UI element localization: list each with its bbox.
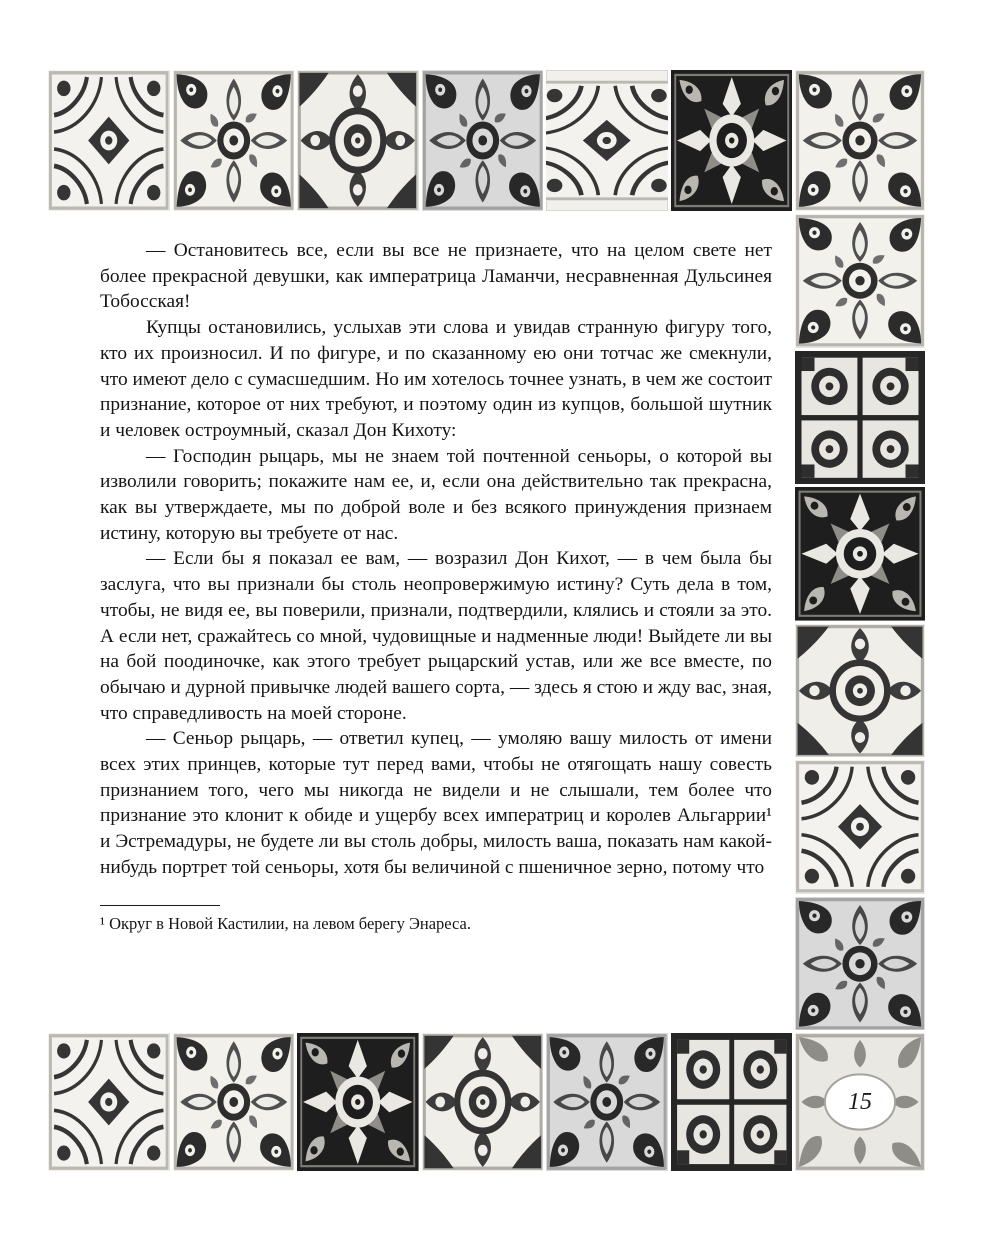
- footnote: [100, 905, 772, 934]
- ornamental-tile: [795, 624, 925, 758]
- azulejo-dark-star-icon: [671, 70, 793, 211]
- azulejo-dark-star-icon: [297, 1033, 419, 1171]
- azulejo-four-panel-icon: [795, 351, 925, 485]
- ornamental-tile: [422, 1033, 544, 1171]
- azulejo-fan-scroll-icon: [546, 80, 668, 202]
- tile-border-top: [48, 70, 925, 211]
- page-number: 15: [848, 1089, 872, 1115]
- ornamental-tile: [48, 1033, 170, 1171]
- azulejo-fan-scroll-icon: [48, 1033, 170, 1171]
- ornamental-tile: [422, 70, 544, 211]
- footnote-divider: [100, 905, 220, 906]
- tile-border-bottom: [48, 1033, 925, 1171]
- paragraph: — Если бы я показал ее вам, — возразил Дон Кихот, — в чем была бы заслуга, что вы признали бы столь неопровержимую истину? Суть дела в том, чтобы, не видя ее, вы поверили, признали, подтвердили, клялись и стояли за это. А если нет, сражайтесь со мной, чудовищные и надменные люди! Выйдете ли вы на бой поодиночке, как этого требует рыцарский устав, или же все вместе, по обычаю и дурной привычке людей вашего сорта, — здесь я стою и жду вас, зная, что справедливость на моей стороне.: [100, 548, 772, 724]
- azulejo-ring-medallion-icon: [422, 1033, 544, 1171]
- azulejo-rosette-icon: [795, 897, 925, 1031]
- ornamental-tile: [795, 487, 925, 621]
- ornamental-tile: [48, 70, 170, 211]
- paragraph: Купцы остановились, услыхав эти слова и увидав странную фигуру того, кто их произносил. И по фигуре, и по сказанному ею они тотчас же смекнули, что имеют дело с сумасшедшим. Но им хотелось точнее узнать, в чем же состоит признание, которое от них требуют, и поэтому один из купцов, большой шутник и человек остроумный, сказал Дон Кихоту:: [100, 317, 772, 441]
- ornamental-tile: [795, 214, 925, 348]
- ornamental-tile: [173, 1033, 295, 1171]
- azulejo-ring-medallion-icon: [297, 70, 419, 211]
- ornamental-tile: [546, 1033, 668, 1171]
- azulejo-ring-medallion-icon: [795, 624, 925, 758]
- ornamental-tile: [671, 70, 793, 211]
- text-column: [100, 238, 772, 934]
- azulejo-four-panel-icon: [671, 1033, 793, 1171]
- ornamental-tile: [671, 1033, 793, 1171]
- tile-border-right: [795, 214, 925, 1030]
- azulejo-rosette-icon: [546, 1033, 668, 1171]
- azulejo-rosette-icon: [422, 70, 544, 211]
- ornamental-tile: [795, 351, 925, 485]
- azulejo-cartouche-icon: [795, 1033, 925, 1171]
- azulejo-fan-scroll-icon: [48, 70, 170, 211]
- azulejo-rosette-icon: [173, 1033, 295, 1171]
- paragraph: — Сеньор рыцарь, — ответил купец, — умоляю вашу милость от имени всех этих принцев, которые тут перед вами, чтобы не отягощать нашу совесть признанием того, чего мы никогда не видели и не слышали, тем более что признание это клонит к обиде и ущербу всех императриц и королев Альгаррии¹ и Эстремадуры, не будете ли вы столь добры, милость ваша, показать нам какой-нибудь портрет той сеньоры, хотя бы величиной с пшеничное зерно, потому что: [100, 728, 772, 878]
- azulejo-rosette-icon: [795, 214, 925, 348]
- azulejo-dark-star-icon: [795, 487, 925, 621]
- azulejo-fan-scroll-icon: [795, 760, 925, 894]
- ornamental-tile: [795, 70, 925, 211]
- azulejo-rosette-icon: [173, 70, 295, 211]
- azulejo-rosette-icon: [795, 70, 925, 211]
- page-number-tile: [795, 1033, 925, 1171]
- ornamental-tile: [297, 1033, 419, 1171]
- ornamental-tile: [173, 70, 295, 211]
- ornamental-tile: [546, 70, 668, 211]
- paragraph: — Остановитесь все, если вы все не признаете, что на целом свете нет более прекрасной девушки, как императрица Ламанчи, несравненная Дульсинея Тобосская!: [100, 240, 772, 313]
- ornamental-tile: [297, 70, 419, 211]
- paragraph: — Господин рыцарь, мы не знаем той почтенной сеньоры, о которой вы изволили говорить; покажите нам ее, и, если она действительно так прекрасна, как вы утверждаете, мы по доброй воле и без всякого принуждения признаем истину, которую вы требуете от нас.: [100, 445, 772, 544]
- footnote-text: ¹ Округ в Новой Кастилии, на левом берегу Энареса.: [100, 913, 472, 933]
- ornamental-tile: [795, 897, 925, 1031]
- ornamental-tile: [795, 760, 925, 894]
